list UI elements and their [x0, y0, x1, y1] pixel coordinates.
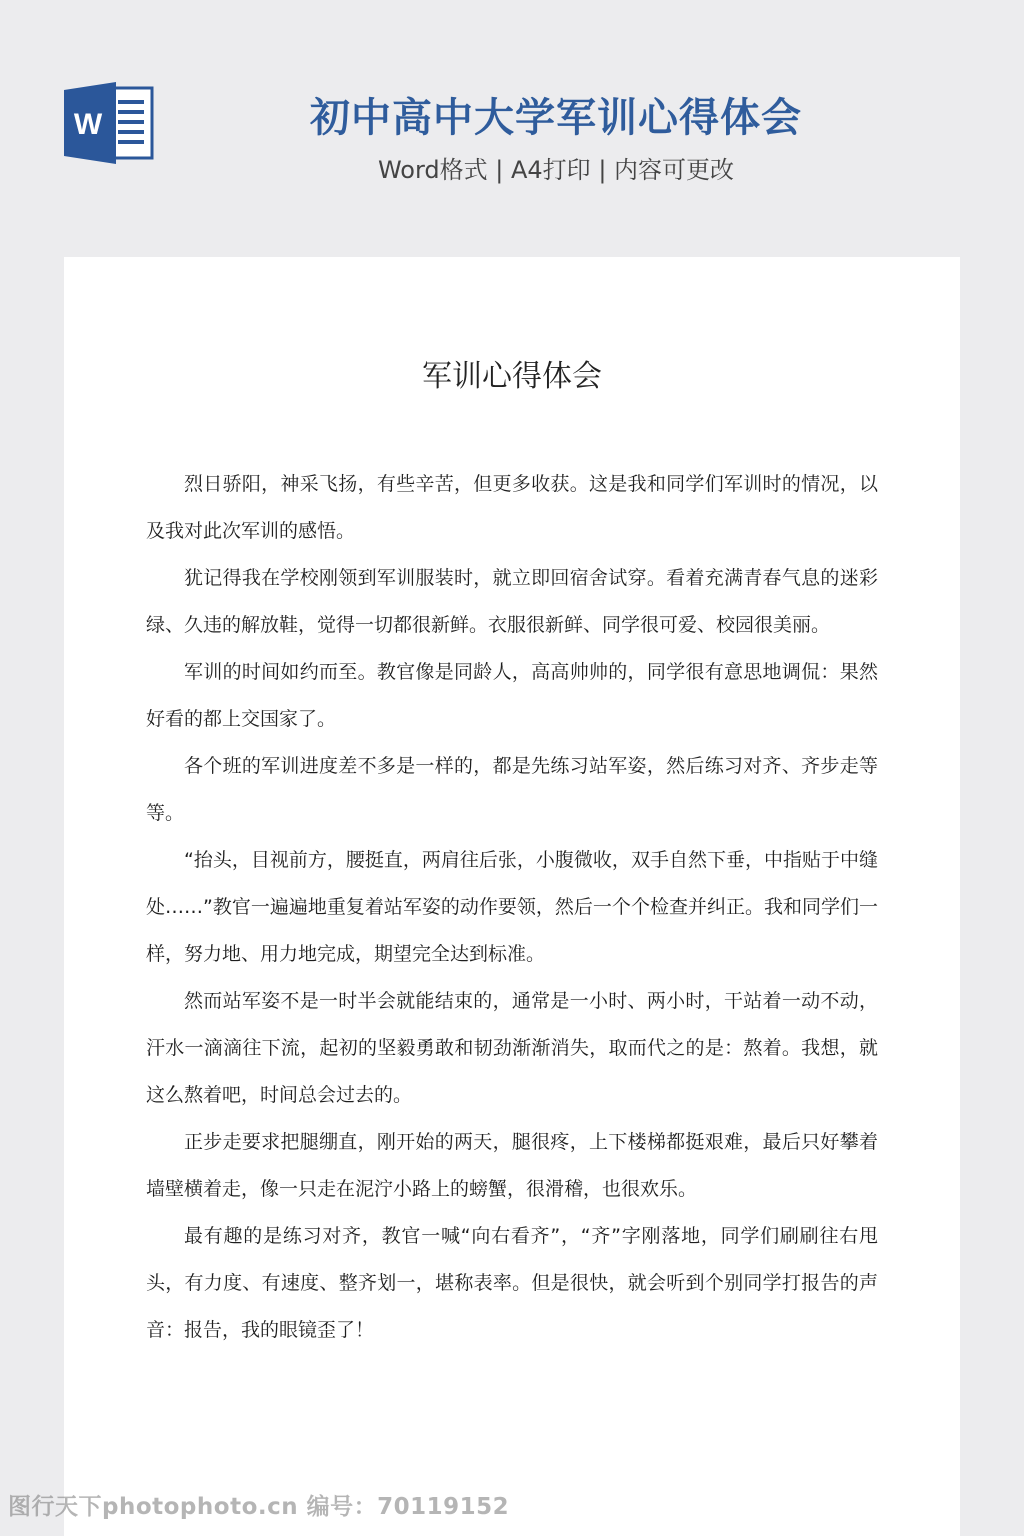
page-title: 初中高中大学军训心得体会: [310, 95, 802, 141]
document-body: [146, 461, 878, 1354]
paragraph: 各个班的军训进度差不多是一样的，都是先练习站军姿，然后练习对齐、齐步走等等。: [146, 755, 878, 824]
page-subtitle: Word格式 | A4打印 | 内容可更改: [377, 156, 735, 184]
word-icon-letter: W: [73, 108, 103, 141]
paragraph: 最有趣的是练习对齐，教官一喊“向右看齐”，“齐”字刚落地，同学们刷刷往右甩头，有力度、有速度、整齐划一，堪称表率。但是很快，就会听到个别同学打报告的声音：报告，我的眼镜歪了！: [146, 1225, 878, 1341]
paragraph: 犹记得我在学校刚领到军训服装时，就立即回宿舍试穿。看着充满青春气息的迷彩绿、久违的解放鞋，觉得一切都很新鲜。衣服很新鲜、同学很可爱、校园很美丽。: [146, 567, 878, 636]
paragraph: “抬头，目视前方，腰挺直，两肩往后张，小腹微收，双手自然下垂，中指贴于中缝处……”教官一遍遍地重复着站军姿的动作要领，然后一个个检查并纠正。我和同学们一样，努力地、用力地完成，期望完全达到标准。: [146, 849, 878, 965]
header-banner: [0, 0, 1024, 240]
paragraph: 正步走要求把腿绷直，刚开始的两天，腿很疼，上下楼梯都挺艰难，最后只好攀着墙壁横着走，像一只走在泥泞小路上的螃蟹，很滑稽，也很欢乐。: [146, 1131, 878, 1200]
document-page: [64, 257, 960, 1536]
paragraph: 烈日骄阳，神采飞扬，有些辛苦，但更多收获。这是我和同学们军训时的情况，以及我对此次军训的感悟。: [146, 473, 878, 542]
word-document-icon: [64, 82, 156, 164]
paragraph: 军训的时间如约而至。教官像是同龄人，高高帅帅的，同学很有意思地调侃：果然好看的都上交国家了。: [146, 661, 878, 730]
watermark-text: 图行天下photophoto.cn 编号：70119152: [8, 1494, 510, 1520]
document-title: 军训心得体会: [422, 359, 602, 394]
paragraph: 然而站军姿不是一时半会就能结束的，通常是一小时、两小时，干站着一动不动，汗水一滴滴往下流，起初的坚毅勇敢和韧劲渐渐消失，取而代之的是：熬着。我想，就这么熬着吧，时间总会过去的。: [146, 990, 878, 1106]
